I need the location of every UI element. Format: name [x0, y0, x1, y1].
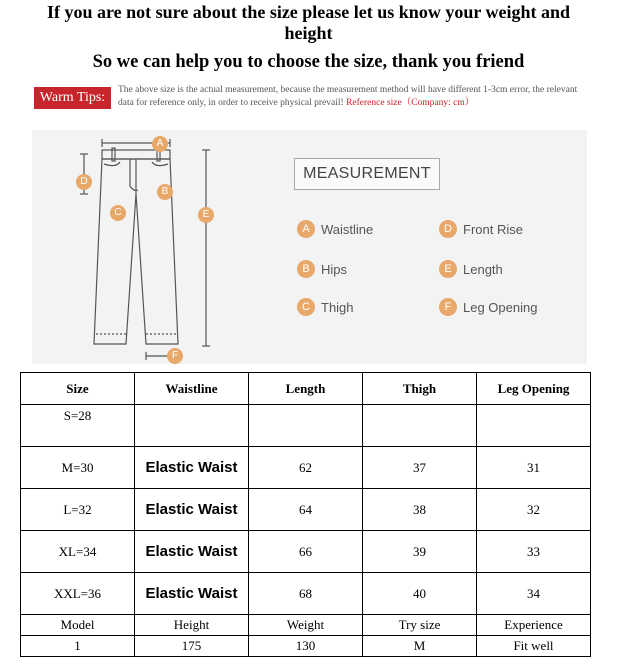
cell-leg-opening: 34 [477, 573, 591, 615]
cell-thigh: 38 [363, 489, 477, 531]
header-length: Length [249, 373, 363, 405]
marker-c: C [110, 205, 126, 221]
legend-label: Waistline [321, 221, 374, 237]
legend-label: Leg Opening [463, 299, 538, 315]
table-row [21, 405, 591, 447]
legend-label: Thigh [321, 299, 354, 315]
cell-leg-opening: 31 [477, 447, 591, 489]
legend-label: Hips [321, 261, 348, 277]
cell-waistline [135, 405, 249, 447]
legend-hips [297, 259, 347, 279]
header-waistline: Waistline [135, 373, 249, 405]
badge-c: C [297, 298, 315, 316]
headline-weight-height: If you are not sure about the size please let us know your weight and height [46, 2, 571, 43]
measurement-heading: MEASUREMENT [294, 158, 440, 190]
cell-thigh: 39 [363, 531, 477, 573]
pants-illustration-icon [60, 134, 240, 366]
model-values-row [21, 636, 591, 657]
model-header-height: Height [135, 615, 249, 636]
cell-length: 68 [249, 573, 363, 615]
model-height: 175 [135, 636, 249, 657]
table-row [21, 531, 591, 573]
warm-tips-text [118, 84, 588, 110]
badge-e: E [439, 260, 457, 278]
header-leg-opening: Leg Opening [477, 373, 591, 405]
legend-leg-opening [439, 297, 537, 317]
cell-length [249, 405, 363, 447]
cell-size: XL=34 [21, 531, 135, 573]
marker-e: E [198, 207, 214, 223]
legend-label: Length [463, 261, 503, 277]
header-thigh: Thigh [363, 373, 477, 405]
headline-choose-size: So we can help you to choose the size, thank you friend [92, 52, 525, 72]
badge-a: A [297, 220, 315, 238]
legend-thigh [297, 297, 354, 317]
model-header-experience: Experience [477, 615, 591, 636]
warm-tips-badge: Warm Tips: [34, 87, 111, 109]
marker-a: A [152, 136, 168, 152]
cell-waistline: Elastic Waist [135, 489, 249, 531]
cell-waistline: Elastic Waist [135, 447, 249, 489]
header-size: Size [21, 373, 135, 405]
model-header-row [21, 615, 591, 636]
cell-thigh: 40 [363, 573, 477, 615]
table-row [21, 447, 591, 489]
cell-thigh [363, 405, 477, 447]
cell-length: 66 [249, 531, 363, 573]
cell-length: 64 [249, 489, 363, 531]
legend-waistline [297, 219, 373, 239]
cell-length: 62 [249, 447, 363, 489]
model-try-size: M [363, 636, 477, 657]
legend-front-rise [439, 219, 523, 239]
size-chart-table [20, 372, 591, 657]
cell-waistline: Elastic Waist [135, 531, 249, 573]
cell-leg-opening [477, 405, 591, 447]
model-header-model: Model [21, 615, 135, 636]
model-number: 1 [21, 636, 135, 657]
table-row [21, 489, 591, 531]
cell-waistline: Elastic Waist [135, 573, 249, 615]
marker-d: D [76, 174, 92, 190]
table-row [21, 573, 591, 615]
marker-f: F [167, 348, 183, 364]
badge-d: D [439, 220, 457, 238]
model-weight: 130 [249, 636, 363, 657]
model-experience: Fit well [477, 636, 591, 657]
model-header-try-size: Try size [363, 615, 477, 636]
legend-label: Front Rise [463, 221, 523, 237]
legend-length [439, 259, 503, 279]
cell-size: XXL=36 [21, 573, 135, 615]
tips-note: The above size is the actual measurement, because the measurement method will have different 1-3cm error, the relevant data for reference only, in order to receive physical prevail! [118, 85, 578, 108]
model-header-weight: Weight [249, 615, 363, 636]
cell-size: L=32 [21, 489, 135, 531]
badge-b: B [297, 260, 315, 278]
cell-size: S=28 [21, 405, 135, 447]
badge-f: F [439, 298, 457, 316]
marker-b: B [157, 184, 173, 200]
cell-leg-opening: 32 [477, 489, 591, 531]
table-header-row [21, 373, 591, 405]
cell-leg-opening: 33 [477, 531, 591, 573]
cell-thigh: 37 [363, 447, 477, 489]
cell-size: M=30 [21, 447, 135, 489]
tips-reference: Reference size（Company: cm） [346, 98, 475, 108]
